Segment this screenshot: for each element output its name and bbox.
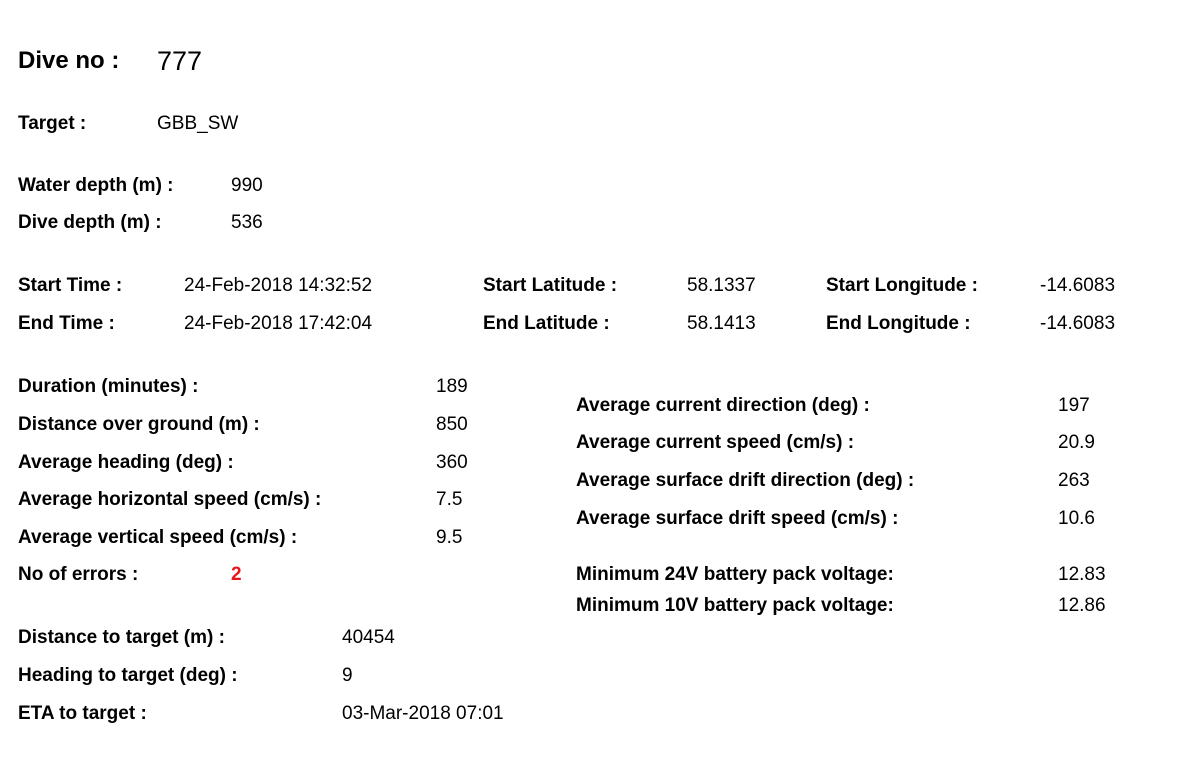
battery-24v-label: Minimum 24V battery pack voltage: — [576, 564, 894, 585]
battery-24v-value: 12.83 — [1058, 564, 1106, 585]
heading-to-target-value: 9 — [342, 665, 353, 686]
dive-depth-label: Dive depth (m) : — [18, 212, 162, 233]
heading-to-target-label: Heading to target (deg) : — [18, 665, 238, 686]
target-label: Target : — [18, 113, 87, 134]
start-time-label: Start Time : — [18, 275, 123, 296]
distance-over-ground-label: Distance over ground (m) : — [18, 414, 260, 435]
dive-number-label: Dive no : — [18, 47, 120, 74]
end-latitude-value: 58.1413 — [687, 313, 756, 334]
distance-to-target-value: 40454 — [342, 627, 395, 648]
end-latitude-label: End Latitude : — [483, 313, 610, 334]
surface-drift-direction-label: Average surface drift direction (deg) : — [576, 470, 915, 491]
end-time-value: 24-Feb-2018 17:42:04 — [184, 313, 373, 334]
start-longitude-label: Start Longitude : — [826, 275, 978, 296]
start-time-value: 24-Feb-2018 14:32:52 — [184, 275, 373, 296]
average-horizontal-speed-label: Average horizontal speed (cm/s) : — [18, 489, 322, 510]
battery-10v-label: Minimum 10V battery pack voltage: — [576, 595, 894, 616]
current-direction-value: 197 — [1058, 395, 1090, 416]
surface-drift-speed-label: Average surface drift speed (cm/s) : — [576, 508, 899, 529]
start-longitude-value: -14.6083 — [1040, 275, 1116, 296]
average-vertical-speed-label: Average vertical speed (cm/s) : — [18, 527, 298, 548]
current-direction-label: Average current direction (deg) : — [576, 395, 870, 416]
duration-value: 189 — [436, 376, 468, 397]
eta-to-target-label: ETA to target : — [18, 703, 147, 724]
average-heading-label: Average heading (deg) : — [18, 452, 234, 473]
water-depth-value: 990 — [231, 175, 263, 196]
target-value: GBB_SW — [157, 113, 239, 134]
errors-count: 2 — [231, 564, 242, 585]
water-depth-label: Water depth (m) : — [18, 175, 174, 196]
dive-depth-value: 536 — [231, 212, 263, 233]
end-time-label: End Time : — [18, 313, 115, 334]
errors-label: No of errors : — [18, 564, 139, 585]
current-speed-label: Average current speed (cm/s) : — [576, 432, 855, 453]
end-longitude-label: End Longitude : — [826, 313, 971, 334]
distance-over-ground-value: 850 — [436, 414, 468, 435]
start-latitude-value: 58.1337 — [687, 275, 756, 296]
surface-drift-speed-value: 10.6 — [1058, 508, 1095, 529]
average-vertical-speed-value: 9.5 — [436, 527, 463, 548]
average-horizontal-speed-value: 7.5 — [436, 489, 463, 510]
eta-to-target-value: 03-Mar-2018 07:01 — [342, 703, 504, 724]
surface-drift-direction-value: 263 — [1058, 470, 1090, 491]
average-heading-value: 360 — [436, 452, 468, 473]
distance-to-target-label: Distance to target (m) : — [18, 627, 225, 648]
duration-label: Duration (minutes) : — [18, 376, 199, 397]
battery-10v-value: 12.86 — [1058, 595, 1106, 616]
end-longitude-value: -14.6083 — [1040, 313, 1116, 334]
current-speed-value: 20.9 — [1058, 432, 1095, 453]
start-latitude-label: Start Latitude : — [483, 275, 618, 296]
dive-number-value: 777 — [157, 46, 203, 76]
